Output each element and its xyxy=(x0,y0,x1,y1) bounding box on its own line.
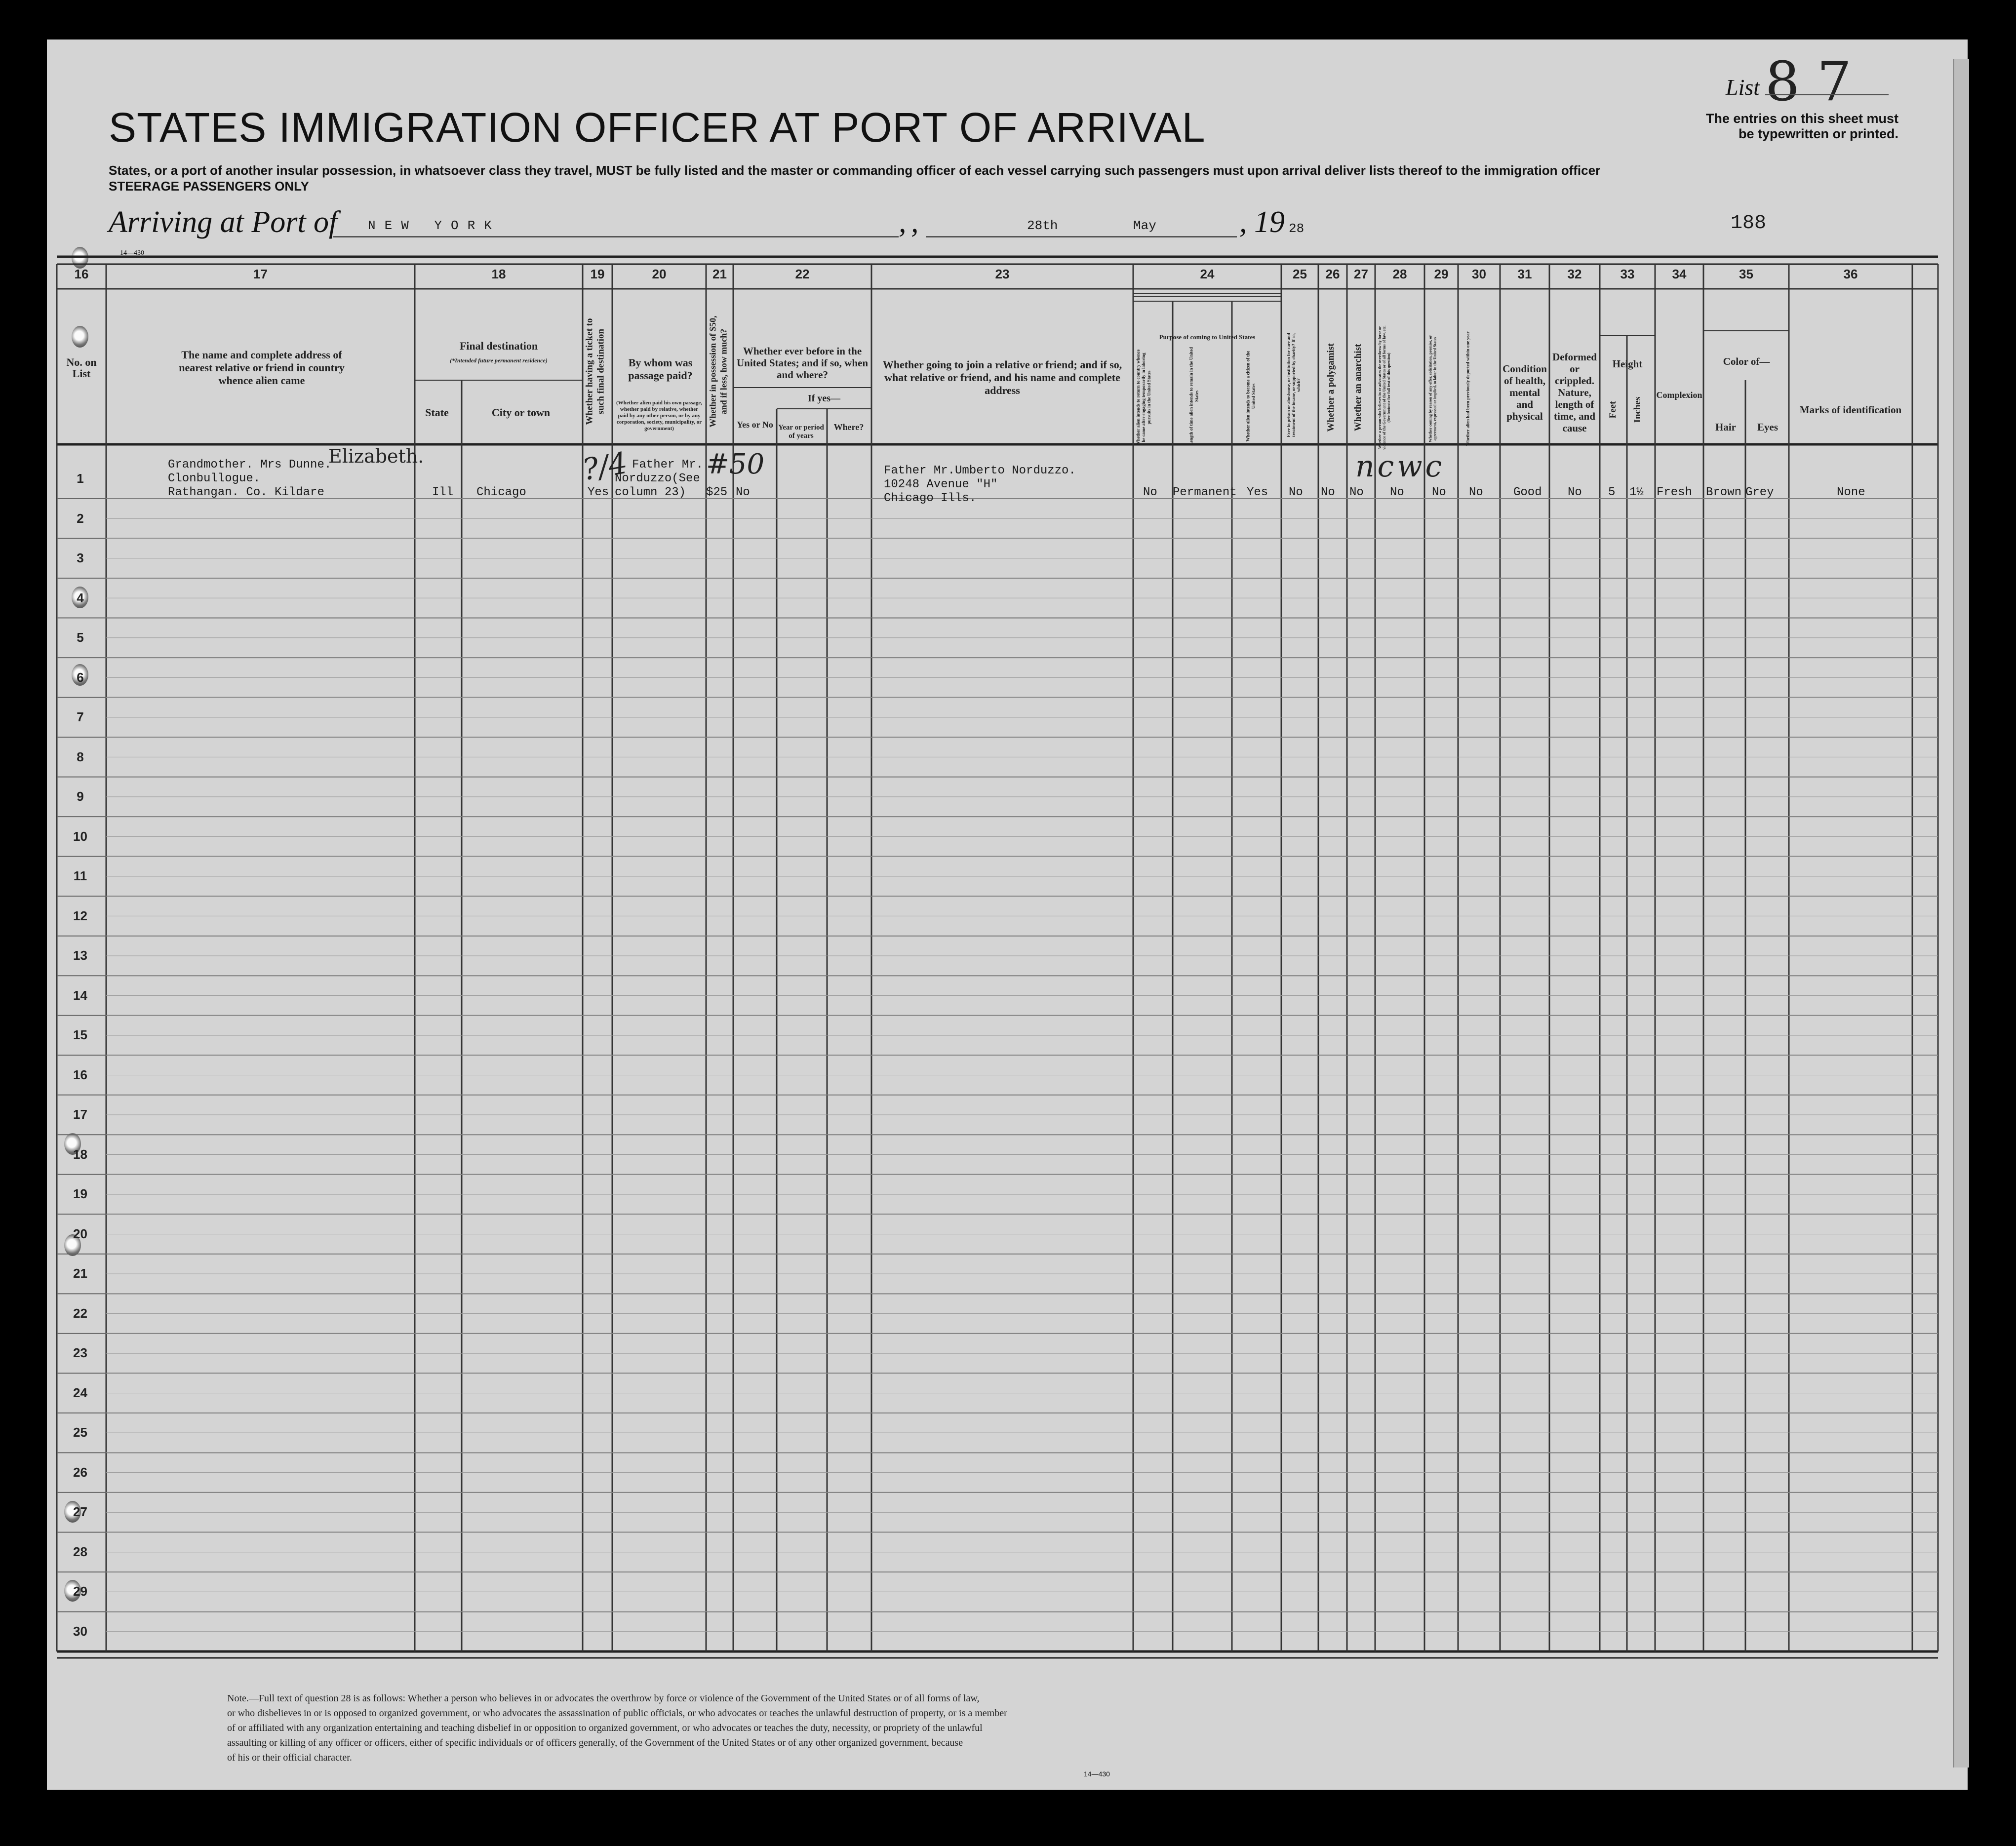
col-num-21: 21 xyxy=(712,267,727,281)
header-inches: Inches xyxy=(1632,396,1643,423)
inches-value: 1½ xyxy=(1629,486,1644,499)
header-purpose-b: Length of time alien intends to remain in the United States xyxy=(1188,347,1199,446)
row-number: 3 xyxy=(77,550,84,566)
year-prefix: 19 xyxy=(1254,205,1285,239)
col-num-18: 18 xyxy=(491,267,506,281)
comma: , xyxy=(911,205,919,239)
passage-paid: column 23) xyxy=(615,486,686,499)
header-q28: Whether a person who believes in or advocates the overthrow by force or violence of the Government of the United States or of all forms of law, etc. (See footnote for full text of this question) xyxy=(1378,325,1391,450)
date-day: 28th xyxy=(1027,218,1058,233)
polygamist-value: No xyxy=(1321,486,1335,499)
row-number: 16 xyxy=(73,1067,87,1082)
col-num-26: 26 xyxy=(1325,267,1340,281)
row-number: 4 xyxy=(77,590,84,605)
header-health: Condition of health, mental and physical xyxy=(1502,363,1547,422)
relative-line: Grandmother. Mrs Dunne. xyxy=(168,458,332,471)
header-prison: Ever in prison or almshouse, or institution for care and treatment of the insane, or supported by charity? If so, which? xyxy=(1286,333,1301,437)
prison-value: No xyxy=(1289,486,1303,499)
header-polygamist: Whether a polygamist xyxy=(1326,343,1336,432)
col-num-24: 24 xyxy=(1200,267,1215,281)
comma: , xyxy=(1239,205,1247,239)
col-num-25: 25 xyxy=(1293,267,1307,281)
row-number: 13 xyxy=(73,948,87,963)
page-number: 188 xyxy=(1731,212,1767,235)
header-ticket: Whether having a ticket to such final destination xyxy=(584,318,606,425)
row-number: 20 xyxy=(73,1226,87,1241)
anarchist-hand: ncwc xyxy=(1355,449,1445,484)
col-num-36: 36 xyxy=(1843,267,1858,281)
passage-paid: Father Mr. xyxy=(632,458,704,471)
header-year-period: Year or period of years xyxy=(778,424,824,440)
list-number: 8 7 xyxy=(1765,50,1852,113)
row-number: 22 xyxy=(73,1305,87,1321)
arriving-label: Arriving at Port of xyxy=(109,205,338,239)
row-number: 14 xyxy=(73,987,87,1003)
header-hair: Hair xyxy=(1715,421,1736,433)
col-num-34: 34 xyxy=(1672,267,1687,281)
footnote-line: of or affiliated with any organization entertaining and teaching disbelief in or opposition to organized government, or who advocates or teaches the duty, necessity, or propriety of the unlawful xyxy=(227,1723,983,1733)
header-money: Whether in possession of $50, and if less, how much? xyxy=(708,315,729,428)
col-num-20: 20 xyxy=(652,267,667,281)
col-num-30: 30 xyxy=(1472,267,1486,281)
complexion-value: Fresh xyxy=(1657,486,1693,499)
row-number: 9 xyxy=(77,789,84,804)
relative-line: Clonbullogue. xyxy=(168,472,261,485)
row-number: 30 xyxy=(73,1624,87,1639)
footnote-line: or who disbelieves in or is opposed to organized government, or who advocates the assassination of public officials, or who advocates or teaches the unlawful destruction of property, or is a member xyxy=(227,1708,1007,1719)
col-num-33: 33 xyxy=(1620,267,1635,281)
form-code-top: 14—430 xyxy=(120,249,144,257)
purpose-c-value: Yes xyxy=(1247,486,1268,499)
destination-city: Chicago xyxy=(476,486,526,499)
row-number: 19 xyxy=(73,1186,87,1202)
header-purpose-a: Whether alien intends to return to country whence he came after engaging temporarily in laboring pursuits in the United States xyxy=(1136,349,1151,446)
row-number: 10 xyxy=(73,828,87,844)
header-passage-paid-sub: (Whether alien paid his own passage, whether paid by relative, whether paid by any other person, or by any corporation, society, municipality, or government) xyxy=(616,400,702,432)
eyes-value: Grey xyxy=(1745,486,1774,499)
money-hand: #50 xyxy=(706,448,765,480)
purpose-b-value: Permanent xyxy=(1173,486,1237,499)
col-num-16: 16 xyxy=(74,267,89,281)
page-title: STATES IMMIGRATION OFFICER AT PORT OF ARRIVAL xyxy=(109,104,1206,151)
row-number: 17 xyxy=(73,1107,87,1122)
instruction-text: States, or a port of another insular possession, in whatsoever class they travel, MUST be fully listed and the master or commanding officer of each vessel carrying such passengers must upon arrival deliver lists thereof to the immigration officer xyxy=(109,163,1601,178)
col-num-22: 22 xyxy=(795,267,810,281)
entries-note-line: The entries on this sheet must xyxy=(1705,111,1898,126)
ticket-value: Yes xyxy=(588,486,609,499)
comma: , xyxy=(899,205,907,239)
row-number: 12 xyxy=(73,908,87,923)
q28-value: No xyxy=(1390,486,1404,499)
row-number: 2 xyxy=(77,511,84,526)
row-number: 5 xyxy=(77,630,84,645)
entries-note-line: be typewritten or printed. xyxy=(1738,126,1898,141)
date-month: May xyxy=(1133,218,1156,233)
header-purpose: Purpose of coming to United States xyxy=(1159,333,1256,341)
port-value: NEW YORK xyxy=(368,218,501,233)
joining-line: Father Mr.Umberto Norduzzo. xyxy=(884,464,1076,477)
header-marks: Marks of identification xyxy=(1799,403,1902,416)
col-num-32: 32 xyxy=(1567,267,1582,281)
header-where: Where? xyxy=(833,422,864,432)
row-number: 23 xyxy=(73,1345,87,1361)
ticket-hand: ?/4 xyxy=(580,445,630,488)
header-q30: Whether alien had been previously deported within one year xyxy=(1465,331,1470,446)
col-num-35: 35 xyxy=(1739,267,1753,281)
joining-line: 10248 Avenue "H" xyxy=(884,478,998,491)
row-number: 26 xyxy=(73,1464,87,1480)
header-complexion: Complexion xyxy=(1656,390,1702,400)
row-number: 21 xyxy=(73,1266,87,1281)
feet-value: 5 xyxy=(1608,486,1616,499)
header-passage-paid: By whom was passage paid? xyxy=(628,356,693,382)
footnote xyxy=(227,1691,1215,1765)
row-number: 27 xyxy=(73,1504,87,1520)
header-joining: Whether going to join a relative or friend; and if so, what relative or friend, and his name and complete address xyxy=(882,358,1122,396)
before-us-value: No xyxy=(736,486,750,499)
header-feet: Feet xyxy=(1608,401,1618,419)
row-number: 25 xyxy=(73,1425,87,1440)
col-num-23: 23 xyxy=(995,267,1010,281)
header-final-destination: Final destination xyxy=(459,339,538,352)
anarchist-value: No xyxy=(1349,486,1364,499)
footnote-line: assaulting or killing of any officer or officers, either of specific individuals or of officers generally, of the Government of the United States or of any other organized government, because xyxy=(227,1737,963,1748)
col-num-31: 31 xyxy=(1517,267,1532,281)
header-if-yes: If yes— xyxy=(807,393,841,404)
relative-firstname-hand: Elizabeth. xyxy=(328,445,424,467)
header-yes-no: Yes or No xyxy=(737,419,773,430)
col-num-29: 29 xyxy=(1434,267,1449,281)
form-code: 14—430 xyxy=(1084,1770,1110,1778)
destination-state: Ill xyxy=(432,486,454,499)
header-q29: Whether coming by reason of any offer, solicitation, promise, or agreement, expressed or implied, to labor in the United States xyxy=(1428,335,1437,443)
q29-value: No xyxy=(1432,486,1446,499)
header-state: State xyxy=(425,406,449,419)
row-number: 1 xyxy=(77,471,84,486)
marks-value: None xyxy=(1837,486,1865,499)
header-height: Height xyxy=(1612,358,1643,370)
row-number: 28 xyxy=(73,1544,87,1559)
manifest-page xyxy=(47,39,1968,1790)
q30-value: No xyxy=(1469,486,1483,499)
footnote-line: Note.—Full text of question 28 is as follows: Whether a person who believes in or advocates the overthrow by force or violence of the Government of the United States or of all forms of law, xyxy=(227,1693,980,1704)
header-purpose-c: Whether alien intends to become a citizen of the United States xyxy=(1245,351,1256,442)
header-color-of: Color of— xyxy=(1723,355,1770,367)
footnote-line: of his or their official character. xyxy=(227,1752,352,1763)
col-num-17: 17 xyxy=(253,267,268,281)
row-number: 11 xyxy=(73,868,87,884)
header-city: City or town xyxy=(491,406,551,419)
header-eyes: Eyes xyxy=(1757,421,1778,433)
header-no-on-list: No. on List xyxy=(66,356,97,380)
header-nearest-relative: The name and complete address of nearest relative or friend in country whence alien came xyxy=(179,349,345,387)
col-num-27: 27 xyxy=(1354,267,1368,281)
relative-line: Rathangan. Co. Kildare xyxy=(168,486,324,499)
row-number: 15 xyxy=(73,1027,87,1043)
row-number: 8 xyxy=(77,749,84,764)
col-num-19: 19 xyxy=(590,267,605,281)
purpose-a-value: No xyxy=(1143,486,1157,499)
row-number: 24 xyxy=(73,1385,87,1400)
header-final-destination-sub: (*Intended future permanent residence) xyxy=(450,356,548,364)
header-deformed: Deformed or crippled. Nature, length of time, and cause xyxy=(1552,351,1597,434)
col-num-28: 28 xyxy=(1392,267,1407,281)
list-label: List xyxy=(1726,75,1760,100)
row-number: 18 xyxy=(73,1146,87,1162)
hair-value: Brown xyxy=(1706,486,1742,499)
row-number: 29 xyxy=(73,1584,87,1599)
joining-line: Chicago Ills. xyxy=(884,492,977,505)
passage-paid: Norduzzo(See xyxy=(615,472,700,485)
row-number: 6 xyxy=(77,669,84,685)
deformed-value: No xyxy=(1568,486,1582,499)
money-value: $25 xyxy=(706,486,728,499)
header-before-us: Whether ever before in the United States; and if so, when and where? xyxy=(736,345,869,381)
header-anarchist: Whether an anarchist xyxy=(1353,344,1363,432)
row-number: 7 xyxy=(77,709,84,725)
year-suffix: 28 xyxy=(1289,221,1304,236)
steerage-label: STEERAGE PASSENGERS ONLY xyxy=(109,179,309,194)
health-value: Good xyxy=(1513,486,1542,499)
